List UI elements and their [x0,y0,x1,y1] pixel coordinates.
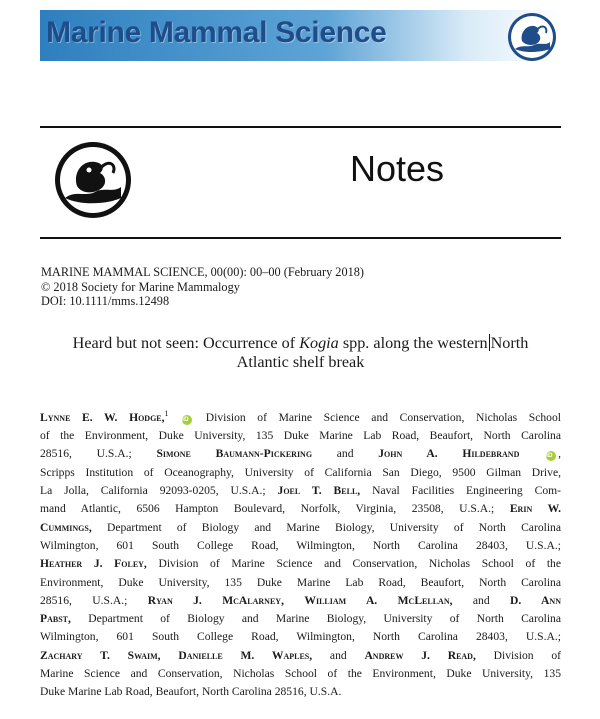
journal-title: Marine Mammal Science [46,16,387,49]
author-name: Andrew J. Read, [364,648,476,662]
author-line: Environment, Duke University, 135 Duke Marine Lab Road, Beaufort, North Carolina [40,575,561,589]
text-cursor [489,334,490,351]
author-line: Zachary T. Swaim, Danielle M. Waples, and Andrew J. Read, Division of [40,648,561,662]
author-line: Wilmington, 601 South College Road, Wilmington, North Carolina 28403, U.S.A.; [40,538,561,552]
section-title: Notes [350,148,445,189]
author-line: 28516, U.S.A.; Ryan J. McAlarney, William A. McLellan, and D. Ann [40,593,561,607]
copyright-line: © 2018 Society for Marine Mammalogy [41,279,240,294]
author-name: Zachary T. Swaim, [40,648,161,662]
author-name: Pabst, [40,612,71,626]
author-name: D. Ann [510,593,561,607]
author-line: Pabst, Department of Biology and Marine Biology, University of North Carolina [40,612,561,626]
author-line: of the Environment, Duke University, 135 Duke Marine Lab Road, Beaufort, North Carolina [40,429,561,443]
citation-line: MARINE MAMMAL SCIENCE, 00(00): 00–00 (February 2018) [41,265,364,279]
article-title-line: Heard but not seen: Occurrence of Kogia spp. along the western North [72,334,529,352]
author-name: Cummings, [40,520,92,534]
society-logo-icon [506,11,558,63]
article-title [40,334,561,372]
author-line: La Jolla, California 92093-0205, U.S.A.; Joel T. Bell, Naval Facilities Engineering Com- [40,484,561,498]
journal-banner [40,10,561,61]
author-line: Scripps Institution of Oceanography, University of California San Diego, 9500 Gilman Drive, [40,465,561,479]
section-rule [40,237,561,239]
author-line: Marine Science and Conservation, Nicholas School of the Environment, Duke University, 135 [40,667,561,681]
author-line: mand Atlantic, 6506 Hampton Boulevard, Norfolk, Virginia, 23508, U.S.A.; Erin W. [40,502,561,516]
author-name: Lynne E. W. Hodge, [40,410,165,424]
doi-line[interactable]: DOI: 10.1111/mms.12498 [41,294,170,308]
orcid-icon[interactable]: iD [546,451,556,461]
author-name: Simone Baumann-Pickering [156,447,313,461]
author-affiliations [40,405,561,702]
author-line: Heather J. Foley, Division of Marine Science and Conservation, Nicholas School of the [40,557,561,571]
author-name: Heather J. Foley, [40,557,147,571]
author-name: Joel T. Bell, [277,484,361,498]
society-seal-icon [53,140,133,220]
author-line: Lynne E. W. Hodge,$^1$ iD Division of Marine Science and Conservation, Nicholas School [40,409,561,424]
author-name: Ryan J. McAlarney, [147,593,284,607]
author-name: Danielle M. Waples, [178,648,313,662]
author-line: Duke Marine Lab Road, Beaufort, North Carolina 28516, U.S.A. [40,685,342,699]
article-title-line: Atlantic shelf break [236,353,365,371]
author-name: John A. Hildebrand [378,447,520,461]
orcid-icon[interactable]: iD [182,415,192,425]
author-name: Erin W. [509,502,561,516]
header-rule [40,126,561,128]
author-line: 28516, U.S.A.; Simone Baumann-Pickering and John A. Hildebrand iD , [40,447,561,461]
author-line: Cummings, Department of Biology and Marine Biology, University of North Carolina [40,520,561,534]
author-line: Wilmington, 601 South College Road, Wilmington, North Carolina 28403, U.S.A.; [40,630,561,644]
citation-block [41,265,364,309]
author-name: William A. McLellan, [304,593,453,607]
